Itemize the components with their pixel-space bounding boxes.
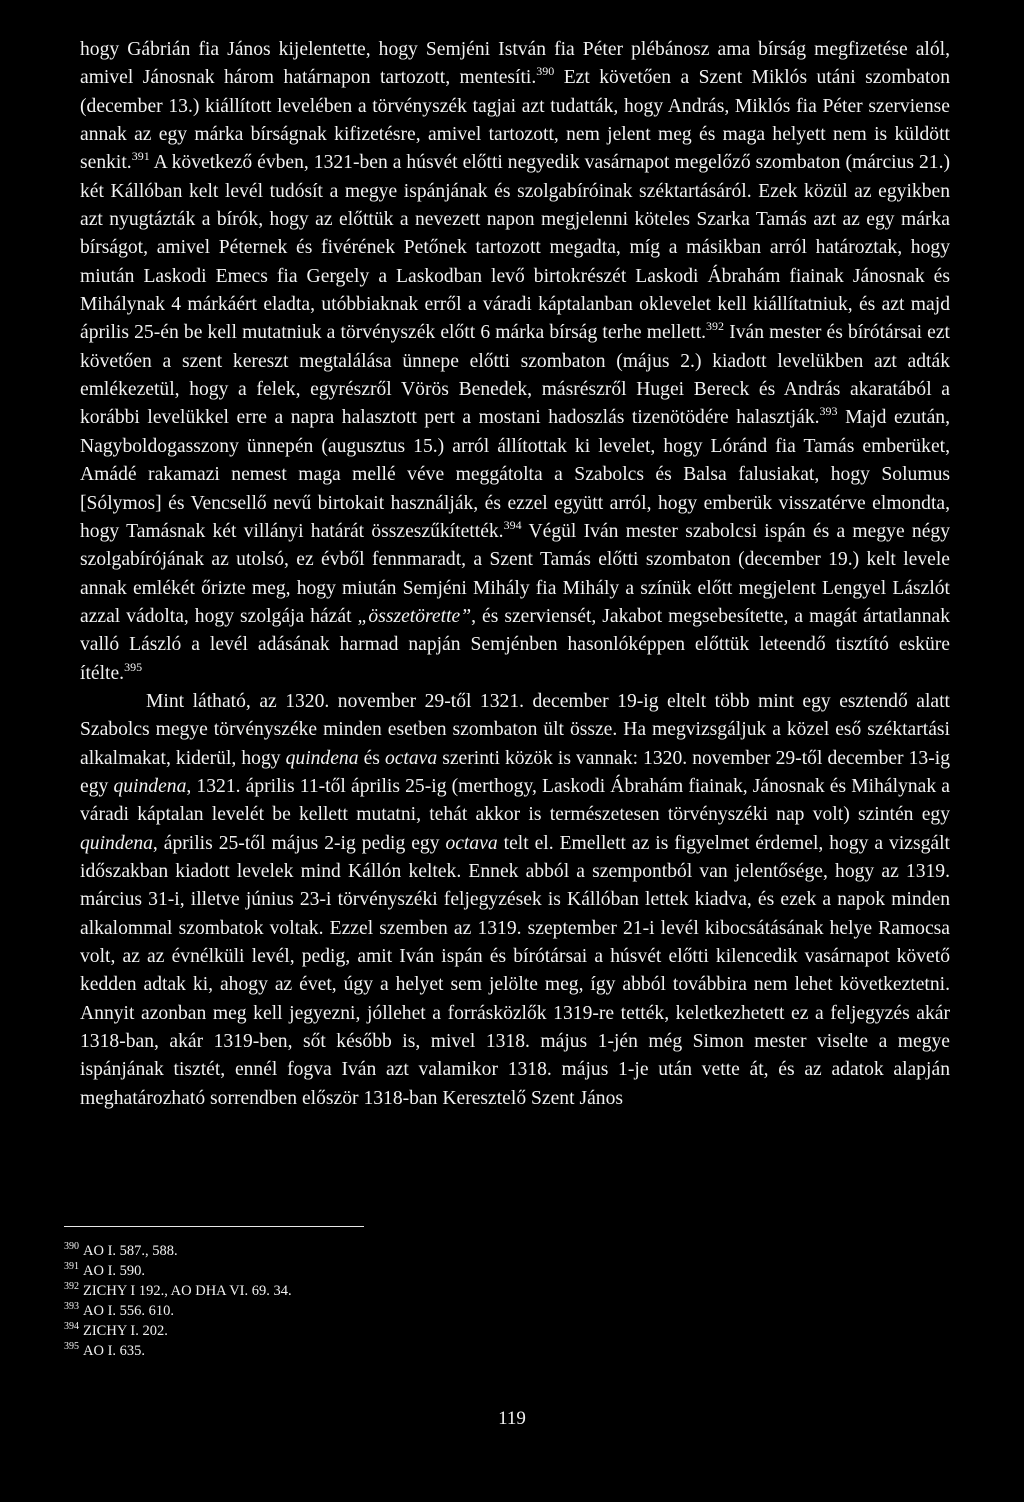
footnote-text: AO I. 635. <box>83 1343 146 1360</box>
text-run: Iván mester és bírótársai ezt követően a szent kereszt megtalálása ünnepe előtti szombaton (május 2.) kiadott levelükben azt adták emlékezetül, hogy a felek, egyrészről Vörös Benedek, másrészről Hugei Bereck és András akaratából a korábbi levelükkel erre a napra halasztott pert a mostani hadoszlás tizenötödére halasztják. <box>80 322 951 429</box>
footnote-text: ZICHY I 192., AO DHA VI. 69. 34. <box>83 1283 292 1300</box>
footnote-reference: 393 <box>819 404 838 419</box>
paragraph-2 <box>80 688 950 1113</box>
text-run: , 1321. április 11-től április 25-ig (merthogy, Laskodi Ábrahám fiainak, Jánosnak és Mihálynak a váradi káptalan levelét be kellett mutatni, tehát akkor is természetesen törvényszéki nap volt) szintén egy <box>80 775 950 826</box>
footnote-reference: 394 <box>503 517 522 532</box>
footnote-reference: 390 <box>536 64 555 79</box>
italic-term: octava <box>445 832 498 854</box>
text-run: Majd ezután, Nagyboldogasszony ünnepén (augusztus 15.) arról állítottak ki levelet, hogy Lóránd fia Tamás emberüket, Amádé rakamazi nemest maga mellé véve meggátolta a Szabolcs és Balsa falusiakat, hogy Solumus [Sólymos] és Vencsellő nevű birtokait használják, és ezzel együtt arról, hogy emberük visszatérve elmondta, hogy Tamásnak két villányi határát összeszűkítették. <box>80 407 950 542</box>
main-text <box>80 36 950 1113</box>
text-run: Ezt követően a Szent Miklós utáni szombaton (december 13.) kiállított levelében a törvényszék tagjai azt tudatták, hogy András, Miklós fia Péter szerviense annak az egy márka bírságnak kifizetésre, amivel tartozott, nem jelent meg és maga helyett nem is küldött senkit. <box>80 67 950 174</box>
footnote-item <box>64 1281 564 1301</box>
paragraph-1 <box>80 36 950 688</box>
page-number: 119 <box>498 1408 526 1429</box>
footnote-item <box>64 1261 564 1281</box>
footnote-number: 394 <box>64 1321 79 1333</box>
footnote-item <box>64 1301 564 1321</box>
footnote-separator <box>64 1226 364 1227</box>
text-run: telt el. Emellett az is figyelmet érdemel, hogy a vizsgált időszakban kiadott levelek mind Kállón keltek. Ennek abból a szempontból van jelentősége, hogy az 1319. március 31-i, illetve június 23-i törvényszéki feljegyzések is Kállóban lettek kiadva, és ezek a napok minden alkalommal szombatok voltak. Ezzel szemben az 1319. szeptember 21-i levél kibocsátásának helye Ramocsa volt, az az évnélküli levél, pedig, amit Iván ispán és bírótársai a húsvét előtti kilencedik vasárnapot követő kedden adtak ki, ahogy az évet, úgy a helyet sem jelölte meg, így abból továbbira nem lehet következtetni. Annyit azonban meg kell jegyezni, jóllehet a forrásközlők 1319-re tették, keletkezhetett ez a feljegyzés akár 1318-ban, akár 1319-ben, sőt később is, mivel 1318. május 1-jén még Simon mester viselte a megye ispánjának tisztét, ennél fogva Iván azt valamikor 1318. május 1-je után vette át, és az adatok alapján meghatározható sorrendben először 1318-ban Keresztelő Szent János <box>80 832 950 1109</box>
footnote-reference: 391 <box>131 149 150 164</box>
footnote-reference: 395 <box>124 659 143 674</box>
footnote-number: 395 <box>64 1341 79 1353</box>
italic-term: octava <box>384 747 438 769</box>
footnote-number: 393 <box>64 1301 79 1313</box>
footnote-item <box>64 1341 564 1361</box>
text-run: szerinti közök is vannak: 1320. november 29-től december 13-ig egy <box>80 747 950 797</box>
text-run: hogy Gábrián fia János kijelentette, hogy Semjéni István fia Péter plébánosz ama bírság megfizetése alól, amivel Jánosnak három határnapon tartozott, mentesíti. <box>80 39 950 89</box>
text-run: Mint látható, az 1320. november 29-től 1321. december 19-ig eltelt több mint egy esztendő alatt Szabolcs megye törvényszéke minden esetben szombaton ült össze. Ha megvizsgáljuk a közel eső széktartási alkalmakat, kiderül, hogy <box>80 690 950 769</box>
footnote-item <box>64 1241 564 1261</box>
footnote-item <box>64 1321 564 1341</box>
text-run: Végül Iván mester szabolcsi ispán és a megye négy szolgabírójának az utolsó, ez évből fennmaradt, a Szent Tamás előtti szombaton (december 19.) kelt levele annak emlékét őrizte meg, hogy miután Semjéni Mihály fia Mihály a színük előtt megjelent Lengyel Lászlót azzal vádolta, hogy szolgája házát <box>80 520 950 627</box>
footnote-text: AO I. 587., 588. <box>83 1243 178 1259</box>
footnote-number: 392 <box>64 1281 79 1293</box>
italic-term: quindena <box>113 775 187 797</box>
text-run: , április 25-től május 2-ig pedig egy <box>152 832 446 854</box>
footnote-text: AO I. 590. <box>83 1263 146 1280</box>
footnote-text: ZICHY I. 202. <box>83 1323 168 1340</box>
footnotes-list <box>64 1241 564 1362</box>
italic-term: „összetörette” <box>357 605 472 627</box>
footnote-text: AO I. 556. 610. <box>83 1303 175 1320</box>
footnote-reference: 392 <box>706 319 725 334</box>
text-run: , és szerviensét, Jakabot megsebesítette, a magát ártatlannak valló László a levél adásának harmad napján Semjénben hasonlóképpen előttük leteendő tisztító esküre ítélte. <box>80 605 950 684</box>
text-run: A következő évben, 1321-ben a húsvét előtti negyedik vasárnapot megelőző szombaton (március 21.) két Kállóban kelt levél tudósít a megye ispánjának és szolgabíróinak széktartásáról. Ezek közül az egyikben azt nyugtázták a bírók, hogy az előttük a nevezett napon megjelenni köteles Szarka Tamás azt az egy márka bírságot, amivel Péternek és fivérének Petőnek tartozott megadta, míg a másikban arról határoztak, hogy miután Laskodi Emecs fia Gergely a Laskodban levő birtokrészét Laskodi Ábrahám fiainak Jánosnak és Mihálynak 4 márkáért eladta, utóbbiaknak erről a váradi káptalanban oklevelet kell kiállítatniuk, és azt majd április 25-én be kell mutatniuk a törvényszék előtt 6 márka bírság terhe mellett. <box>80 152 950 344</box>
italic-term: quindena <box>285 747 359 769</box>
italic-term: quindena <box>80 832 153 854</box>
footnote-number: 391 <box>64 1261 79 1273</box>
footnote-number: 390 <box>64 1241 79 1252</box>
text-run: és <box>358 747 385 769</box>
